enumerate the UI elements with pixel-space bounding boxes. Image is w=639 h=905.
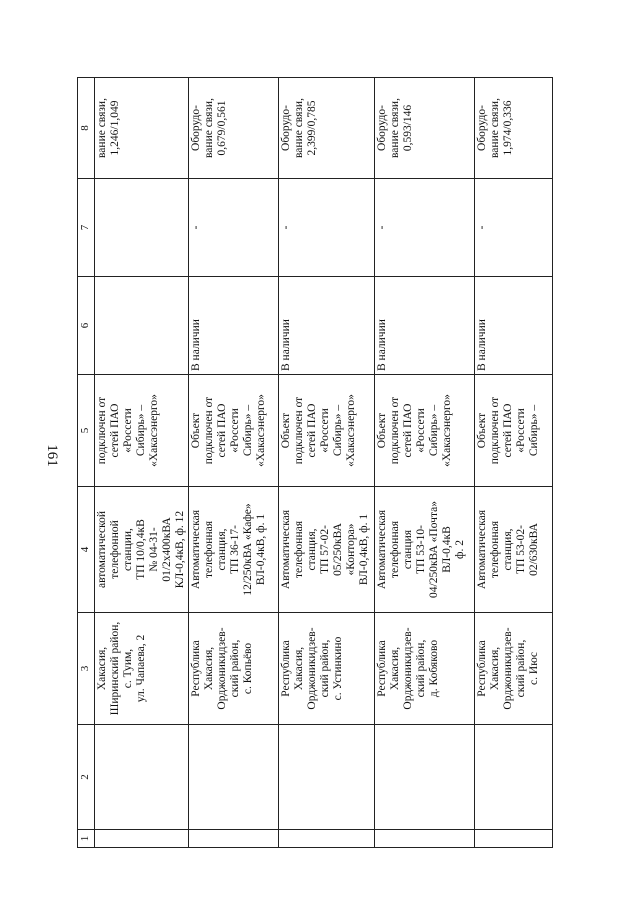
cell-power: Оборудо- вание связи, 2,399/0,785 xyxy=(279,78,375,179)
cell-equipment: Автоматическая телефонная станция, ТП 53-02- 02/630кВА xyxy=(475,487,553,613)
rotated-table-container xyxy=(77,78,540,848)
cell-num xyxy=(475,830,553,848)
cell-availability: В наличии xyxy=(279,277,375,375)
table-row xyxy=(279,78,375,848)
col-header-4: 4 xyxy=(78,487,95,613)
cell-name xyxy=(475,725,553,830)
cell-address: Хакасия, Ширинский район, с. Туим, ул. Чапаева, 2 xyxy=(95,613,189,725)
cell-col7: - xyxy=(375,179,475,277)
cell-availability: В наличии xyxy=(375,277,475,375)
cell-connection: Объект подключен от сетей ПАО «Россети Сибирь» – «Хакасэнерго» xyxy=(375,375,475,487)
cell-connection: Объект подключен от сетей ПАО «Россети Сибирь» – xyxy=(475,375,553,487)
cell-col7: - xyxy=(279,179,375,277)
cell-power: вание связи, 1,246/1,049 xyxy=(95,78,189,179)
cell-equipment: Автоматическая телефонная станция, ТП 36-17- 12/250кВА «Кафе» ВЛ-0,4кВ, ф. 1 xyxy=(189,487,279,613)
cell-power: Оборудо- вание связи, 0,679/0,561 xyxy=(189,78,279,179)
col-header-3: 3 xyxy=(78,613,95,725)
col-header-8: 8 xyxy=(78,78,95,179)
cell-num xyxy=(375,830,475,848)
col-header-2: 2 xyxy=(78,725,95,830)
header-row xyxy=(78,78,95,848)
cell-col7 xyxy=(95,179,189,277)
cell-connection: Объект подключен от сетей ПАО «Россети Сибирь» – «Хакасэнерго» xyxy=(189,375,279,487)
cell-name xyxy=(95,725,189,830)
cell-equipment: автоматической телефонной станции, ТП 10/0,4кВ № 04-31- 01/2х400кВА КЛ-0,4кВ, ф. 12 xyxy=(95,487,189,613)
cell-availability: В наличии xyxy=(475,277,553,375)
cell-connection: Объект подключен от сетей ПАО «Россети Сибирь» – «Хакасэнерго» xyxy=(279,375,375,487)
cell-address: Республика Хакасия, Орджоникидзев- ский район, д. Кобяково xyxy=(375,613,475,725)
col-header-1: 1 xyxy=(78,830,95,848)
col-header-7: 7 xyxy=(78,179,95,277)
cell-address: Республика Хакасия, Орджоникидзев- ский район, с. Копьёво xyxy=(189,613,279,725)
cell-availability xyxy=(95,277,189,375)
table-row xyxy=(189,78,279,848)
table-row xyxy=(475,78,553,848)
cell-col7: - xyxy=(475,179,553,277)
cell-col7: - xyxy=(189,179,279,277)
cell-connection: подключен от сетей ПАО «Россети Сибирь» – «Хакасэнерго» xyxy=(95,375,189,487)
cell-num xyxy=(95,830,189,848)
page-number: 161 xyxy=(43,444,60,467)
cell-name xyxy=(279,725,375,830)
cell-num xyxy=(189,830,279,848)
cell-equipment: Автоматическая телефонная станция ТП 53-10- 04/250кВА «Почта» ВЛ-0,4кВ ф. 2 xyxy=(375,487,475,613)
cell-address: Республика Хакасия, Орджоникидзев- ский район, с. Июс xyxy=(475,613,553,725)
col-header-5: 5 xyxy=(78,375,95,487)
cell-address: Республика Хакасия, Орджоникидзев- ский район, с. Устинкино xyxy=(279,613,375,725)
cell-equipment: Автоматическая телефонная станция, ТП 57-02- 05/250кВА «Контора» ВЛ-0,4кВ, ф. 1 xyxy=(279,487,375,613)
cell-power: Оборудо- вание связи, 0,593/146 xyxy=(375,78,475,179)
col-header-6: 6 xyxy=(78,277,95,375)
cell-power: Оборудо- вание связи, 1,974/0,336 xyxy=(475,78,553,179)
cell-name xyxy=(189,725,279,830)
table-row xyxy=(95,78,189,848)
cell-name xyxy=(375,725,475,830)
data-table xyxy=(77,77,553,848)
table-row xyxy=(375,78,475,848)
cell-num xyxy=(279,830,375,848)
cell-availability: В наличии xyxy=(189,277,279,375)
